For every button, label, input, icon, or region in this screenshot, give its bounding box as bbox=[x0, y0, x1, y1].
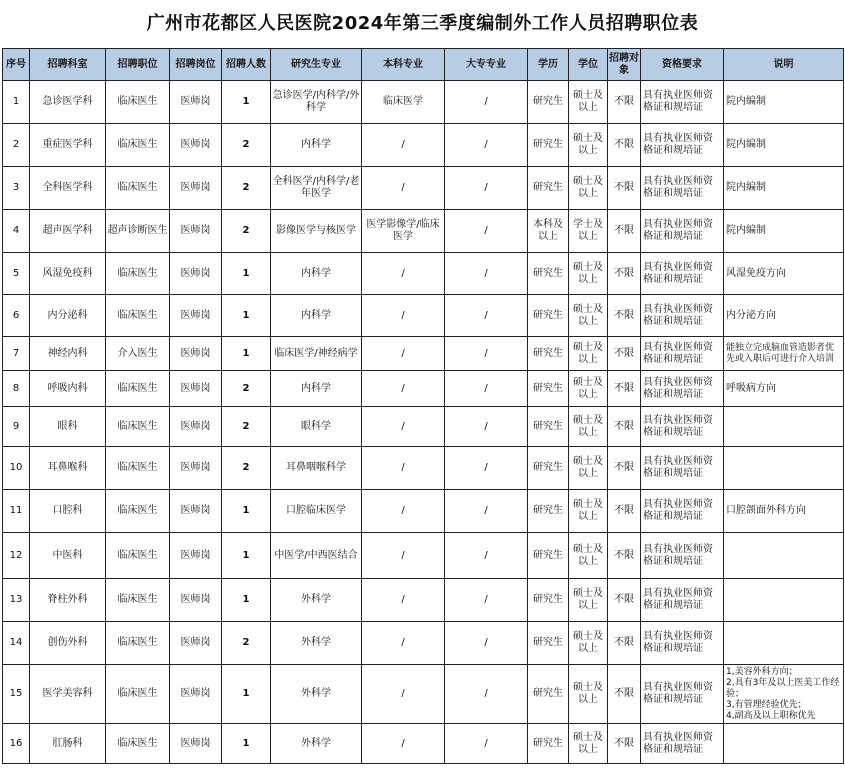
cell-bachelor-major: / bbox=[362, 371, 445, 407]
cell-position: 临床医生 bbox=[106, 371, 170, 407]
cell-bachelor-major: / bbox=[362, 407, 445, 447]
table-row bbox=[3, 371, 844, 407]
cell-bachelor-major: 医学影像学/临床医学 bbox=[362, 210, 445, 253]
cell-post: 医师岗 bbox=[170, 295, 222, 337]
cell-no: 13 bbox=[3, 579, 30, 622]
cell-post: 医师岗 bbox=[170, 210, 222, 253]
cell-college-major: / bbox=[445, 579, 528, 622]
cell-college-major: / bbox=[445, 81, 528, 124]
table-row bbox=[3, 579, 844, 622]
cell-no: 9 bbox=[3, 407, 30, 447]
cell-bachelor-major: / bbox=[362, 665, 445, 724]
table-row bbox=[3, 337, 844, 371]
cell-no: 14 bbox=[3, 622, 30, 665]
cell-college-major: / bbox=[445, 724, 528, 764]
cell-degree: 硕士及以上 bbox=[569, 407, 608, 447]
table-row bbox=[3, 665, 844, 724]
cell-target: 不限 bbox=[608, 253, 641, 295]
cell-position: 临床医生 bbox=[106, 167, 170, 210]
cell-post: 医师岗 bbox=[170, 490, 222, 533]
cell-dept: 医学美容科 bbox=[30, 665, 106, 724]
table-row bbox=[3, 490, 844, 533]
cell-college-major: / bbox=[445, 210, 528, 253]
cell-bachelor-major: / bbox=[362, 622, 445, 665]
cell-bachelor-major: / bbox=[362, 337, 445, 371]
cell-no: 6 bbox=[3, 295, 30, 337]
cell-dept: 中医科 bbox=[30, 533, 106, 579]
cell-education: 研究生 bbox=[528, 407, 569, 447]
cell-dept: 眼科 bbox=[30, 407, 106, 447]
cell-degree: 硕士及以上 bbox=[569, 371, 608, 407]
cell-position: 临床医生 bbox=[106, 124, 170, 167]
cell-count: 1 bbox=[222, 724, 271, 764]
cell-bachelor-major: / bbox=[362, 167, 445, 210]
cell-note bbox=[724, 407, 844, 447]
cell-target: 不限 bbox=[608, 407, 641, 447]
cell-post: 医师岗 bbox=[170, 724, 222, 764]
cell-grad-major: 临床医学/神经病学 bbox=[271, 337, 362, 371]
column-header: 招聘人数 bbox=[222, 49, 271, 81]
cell-education: 研究生 bbox=[528, 724, 569, 764]
cell-education: 研究生 bbox=[528, 124, 569, 167]
table-row bbox=[3, 167, 844, 210]
cell-post: 医师岗 bbox=[170, 579, 222, 622]
cell-post: 医师岗 bbox=[170, 124, 222, 167]
cell-dept: 脊柱外科 bbox=[30, 579, 106, 622]
cell-note bbox=[724, 447, 844, 490]
cell-dept: 内分泌科 bbox=[30, 295, 106, 337]
cell-position: 临床医生 bbox=[106, 579, 170, 622]
cell-post: 医师岗 bbox=[170, 371, 222, 407]
cell-note bbox=[724, 533, 844, 579]
cell-no: 7 bbox=[3, 337, 30, 371]
note-line: 2,具有3年及以上医美工作经验； bbox=[726, 677, 840, 699]
cell-dept: 口腔科 bbox=[30, 490, 106, 533]
cell-count: 2 bbox=[222, 447, 271, 490]
cell-grad-major: 内科学 bbox=[271, 253, 362, 295]
cell-requirement: 具有执业医师资格证和规培证 bbox=[641, 724, 724, 764]
cell-bachelor-major: / bbox=[362, 490, 445, 533]
cell-bachelor-major: / bbox=[362, 124, 445, 167]
cell-degree: 硕士及以上 bbox=[569, 337, 608, 371]
cell-note: 呼吸病方向 bbox=[724, 371, 844, 407]
note-line: 4,副高及以上职称优先 bbox=[726, 710, 816, 721]
cell-college-major: / bbox=[445, 665, 528, 724]
cell-note: 口腔颌面外科方向 bbox=[724, 490, 844, 533]
table-row bbox=[3, 210, 844, 253]
cell-education: 研究生 bbox=[528, 579, 569, 622]
cell-requirement: 具有执业医师资格证和规培证 bbox=[641, 407, 724, 447]
cell-requirement: 具有执业医师资格证和规培证 bbox=[641, 579, 724, 622]
cell-degree: 硕士及以上 bbox=[569, 490, 608, 533]
cell-position: 超声诊断医生 bbox=[106, 210, 170, 253]
cell-no: 4 bbox=[3, 210, 30, 253]
cell-dept: 创伤外科 bbox=[30, 622, 106, 665]
cell-requirement: 具有执业医师资格证和规培证 bbox=[641, 81, 724, 124]
cell-requirement: 具有执业医师资格证和规培证 bbox=[641, 124, 724, 167]
table-row bbox=[3, 447, 844, 490]
cell-target: 不限 bbox=[608, 371, 641, 407]
cell-dept: 风湿免疫科 bbox=[30, 253, 106, 295]
cell-target: 不限 bbox=[608, 533, 641, 579]
table-row bbox=[3, 407, 844, 447]
cell-position: 临床医生 bbox=[106, 665, 170, 724]
cell-target: 不限 bbox=[608, 210, 641, 253]
cell-college-major: / bbox=[445, 622, 528, 665]
cell-note bbox=[724, 622, 844, 665]
cell-no: 16 bbox=[3, 724, 30, 764]
cell-count: 2 bbox=[222, 124, 271, 167]
cell-degree: 硕士及以上 bbox=[569, 579, 608, 622]
cell-target: 不限 bbox=[608, 490, 641, 533]
table-row bbox=[3, 533, 844, 579]
cell-bachelor-major: / bbox=[362, 447, 445, 490]
column-header: 本科专业 bbox=[362, 49, 445, 81]
cell-target: 不限 bbox=[608, 724, 641, 764]
cell-position: 临床医生 bbox=[106, 81, 170, 124]
cell-bachelor-major: / bbox=[362, 253, 445, 295]
cell-post: 医师岗 bbox=[170, 622, 222, 665]
cell-count: 2 bbox=[222, 167, 271, 210]
cell-grad-major: 眼科学 bbox=[271, 407, 362, 447]
column-header: 大专专业 bbox=[445, 49, 528, 81]
cell-position: 介入医生 bbox=[106, 337, 170, 371]
cell-position: 临床医生 bbox=[106, 533, 170, 579]
cell-note bbox=[724, 579, 844, 622]
cell-dept: 急诊医学科 bbox=[30, 81, 106, 124]
cell-count: 1 bbox=[222, 253, 271, 295]
cell-requirement: 具有执业医师资格证和规培证 bbox=[641, 490, 724, 533]
column-header: 学位 bbox=[569, 49, 608, 81]
cell-no: 11 bbox=[3, 490, 30, 533]
column-header: 研究生专业 bbox=[271, 49, 362, 81]
cell-education: 本科及以上 bbox=[528, 210, 569, 253]
cell-dept: 神经内科 bbox=[30, 337, 106, 371]
cell-no: 15 bbox=[3, 665, 30, 724]
page-title: 广州市花都区人民医院2024年第三季度编制外工作人员招聘职位表 bbox=[146, 13, 699, 34]
note-line: 1,美容外科方向； bbox=[726, 666, 798, 677]
cell-degree: 硕士及以上 bbox=[569, 81, 608, 124]
cell-dept: 肛肠科 bbox=[30, 724, 106, 764]
cell-target: 不限 bbox=[608, 447, 641, 490]
cell-target: 不限 bbox=[608, 665, 641, 724]
cell-bachelor-major: / bbox=[362, 724, 445, 764]
table-row bbox=[3, 253, 844, 295]
cell-requirement: 具有执业医师资格证和规培证 bbox=[641, 665, 724, 724]
cell-count: 1 bbox=[222, 533, 271, 579]
cell-no: 1 bbox=[3, 81, 30, 124]
cell-degree: 硕士及以上 bbox=[569, 295, 608, 337]
column-header: 招聘科室 bbox=[30, 49, 106, 81]
column-header: 招聘岗位 bbox=[170, 49, 222, 81]
cell-bachelor-major: 临床医学 bbox=[362, 81, 445, 124]
recruitment-table bbox=[2, 48, 844, 764]
cell-count: 1 bbox=[222, 337, 271, 371]
cell-degree: 硕士及以上 bbox=[569, 124, 608, 167]
cell-grad-major: 外科学 bbox=[271, 622, 362, 665]
cell-college-major: / bbox=[445, 407, 528, 447]
column-header: 序号 bbox=[3, 49, 30, 81]
cell-grad-major: 全科医学/内科学/老年医学 bbox=[271, 167, 362, 210]
cell-no: 10 bbox=[3, 447, 30, 490]
cell-note: 内分泌方向 bbox=[724, 295, 844, 337]
cell-college-major: / bbox=[445, 124, 528, 167]
cell-bachelor-major: / bbox=[362, 295, 445, 337]
column-header: 招聘职位 bbox=[106, 49, 170, 81]
cell-note bbox=[724, 665, 844, 724]
cell-note: 院内编制 bbox=[724, 81, 844, 124]
cell-bachelor-major: / bbox=[362, 579, 445, 622]
cell-grad-major: 内科学 bbox=[271, 124, 362, 167]
cell-degree: 硕士及以上 bbox=[569, 533, 608, 579]
cell-degree: 硕士及以上 bbox=[569, 167, 608, 210]
cell-college-major: / bbox=[445, 167, 528, 210]
cell-degree: 学士及以上 bbox=[569, 210, 608, 253]
cell-note: 能独立完成脑血管造影者优先或入职后可进行介入培训 bbox=[724, 337, 844, 371]
column-header: 学历 bbox=[528, 49, 569, 81]
cell-note: 院内编制 bbox=[724, 167, 844, 210]
cell-requirement: 具有执业医师资格证和规培证 bbox=[641, 533, 724, 579]
cell-position: 临床医生 bbox=[106, 622, 170, 665]
table-row bbox=[3, 295, 844, 337]
cell-position: 临床医生 bbox=[106, 447, 170, 490]
cell-requirement: 具有执业医师资格证和规培证 bbox=[641, 210, 724, 253]
cell-post: 医师岗 bbox=[170, 253, 222, 295]
cell-dept: 全科医学科 bbox=[30, 167, 106, 210]
cell-post: 医师岗 bbox=[170, 167, 222, 210]
cell-dept: 超声医学科 bbox=[30, 210, 106, 253]
cell-count: 2 bbox=[222, 210, 271, 253]
column-header: 资格要求 bbox=[641, 49, 724, 81]
cell-requirement: 具有执业医师资格证和规培证 bbox=[641, 337, 724, 371]
cell-note: 院内编制 bbox=[724, 210, 844, 253]
cell-dept: 呼吸内科 bbox=[30, 371, 106, 407]
cell-target: 不限 bbox=[608, 167, 641, 210]
cell-education: 研究生 bbox=[528, 533, 569, 579]
cell-count: 1 bbox=[222, 295, 271, 337]
cell-no: 2 bbox=[3, 124, 30, 167]
cell-post: 医师岗 bbox=[170, 81, 222, 124]
cell-education: 研究生 bbox=[528, 167, 569, 210]
cell-count: 1 bbox=[222, 81, 271, 124]
cell-degree: 硕士及以上 bbox=[569, 622, 608, 665]
cell-college-major: / bbox=[445, 295, 528, 337]
cell-post: 医师岗 bbox=[170, 447, 222, 490]
cell-requirement: 具有执业医师资格证和规培证 bbox=[641, 447, 724, 490]
cell-requirement: 具有执业医师资格证和规培证 bbox=[641, 167, 724, 210]
cell-grad-major: 外科学 bbox=[271, 579, 362, 622]
table-row bbox=[3, 124, 844, 167]
cell-position: 临床医生 bbox=[106, 295, 170, 337]
table-row bbox=[3, 724, 844, 764]
cell-no: 12 bbox=[3, 533, 30, 579]
table-row bbox=[3, 81, 844, 124]
cell-target: 不限 bbox=[608, 81, 641, 124]
cell-education: 研究生 bbox=[528, 337, 569, 371]
cell-education: 研究生 bbox=[528, 665, 569, 724]
cell-grad-major: 内科学 bbox=[271, 371, 362, 407]
cell-college-major: / bbox=[445, 253, 528, 295]
cell-college-major: / bbox=[445, 490, 528, 533]
cell-position: 临床医生 bbox=[106, 724, 170, 764]
cell-requirement: 具有执业医师资格证和规培证 bbox=[641, 253, 724, 295]
cell-education: 研究生 bbox=[528, 622, 569, 665]
table-header-row bbox=[3, 49, 844, 81]
cell-requirement: 具有执业医师资格证和规培证 bbox=[641, 371, 724, 407]
table-row bbox=[3, 622, 844, 665]
cell-education: 研究生 bbox=[528, 81, 569, 124]
cell-note: 风湿免疫方向 bbox=[724, 253, 844, 295]
cell-college-major: / bbox=[445, 337, 528, 371]
note-line: 3,有管理经验优先； bbox=[726, 699, 807, 710]
column-header: 招聘对象 bbox=[608, 49, 641, 81]
cell-count: 1 bbox=[222, 665, 271, 724]
cell-education: 研究生 bbox=[528, 295, 569, 337]
cell-grad-major: 影像医学与核医学 bbox=[271, 210, 362, 253]
cell-grad-major: 内科学 bbox=[271, 295, 362, 337]
cell-grad-major: 口腔临床医学 bbox=[271, 490, 362, 533]
cell-college-major: / bbox=[445, 533, 528, 579]
cell-post: 医师岗 bbox=[170, 533, 222, 579]
cell-count: 2 bbox=[222, 622, 271, 665]
cell-target: 不限 bbox=[608, 295, 641, 337]
cell-grad-major: 中医学/中西医结合 bbox=[271, 533, 362, 579]
cell-post: 医师岗 bbox=[170, 337, 222, 371]
cell-degree: 硕士及以上 bbox=[569, 724, 608, 764]
cell-note bbox=[724, 724, 844, 764]
cell-note: 院内编制 bbox=[724, 124, 844, 167]
cell-education: 研究生 bbox=[528, 447, 569, 490]
cell-target: 不限 bbox=[608, 124, 641, 167]
cell-target: 不限 bbox=[608, 579, 641, 622]
cell-degree: 硕士及以上 bbox=[569, 447, 608, 490]
cell-post: 医师岗 bbox=[170, 407, 222, 447]
cell-count: 1 bbox=[222, 490, 271, 533]
cell-education: 研究生 bbox=[528, 371, 569, 407]
cell-position: 临床医生 bbox=[106, 407, 170, 447]
cell-requirement: 具有执业医师资格证和规培证 bbox=[641, 295, 724, 337]
cell-position: 临床医生 bbox=[106, 490, 170, 533]
cell-no: 5 bbox=[3, 253, 30, 295]
cell-grad-major: 耳鼻咽喉科学 bbox=[271, 447, 362, 490]
cell-count: 2 bbox=[222, 407, 271, 447]
cell-college-major: / bbox=[445, 371, 528, 407]
cell-count: 2 bbox=[222, 371, 271, 407]
cell-position: 临床医生 bbox=[106, 253, 170, 295]
cell-education: 研究生 bbox=[528, 490, 569, 533]
cell-dept: 重症医学科 bbox=[30, 124, 106, 167]
cell-count: 1 bbox=[222, 579, 271, 622]
cell-no: 3 bbox=[3, 167, 30, 210]
cell-post: 医师岗 bbox=[170, 665, 222, 724]
cell-degree: 硕士及以上 bbox=[569, 665, 608, 724]
cell-grad-major: 急诊医学/内科学/外科学 bbox=[271, 81, 362, 124]
cell-college-major: / bbox=[445, 447, 528, 490]
cell-target: 不限 bbox=[608, 622, 641, 665]
cell-bachelor-major: / bbox=[362, 533, 445, 579]
cell-dept: 耳鼻喉科 bbox=[30, 447, 106, 490]
cell-degree: 硕士及以上 bbox=[569, 253, 608, 295]
cell-no: 8 bbox=[3, 371, 30, 407]
cell-grad-major: 外科学 bbox=[271, 665, 362, 724]
column-header: 说明 bbox=[724, 49, 844, 81]
cell-target: 不限 bbox=[608, 337, 641, 371]
cell-requirement: 具有执业医师资格证和规培证 bbox=[641, 622, 724, 665]
cell-grad-major: 外科学 bbox=[271, 724, 362, 764]
cell-education: 研究生 bbox=[528, 253, 569, 295]
